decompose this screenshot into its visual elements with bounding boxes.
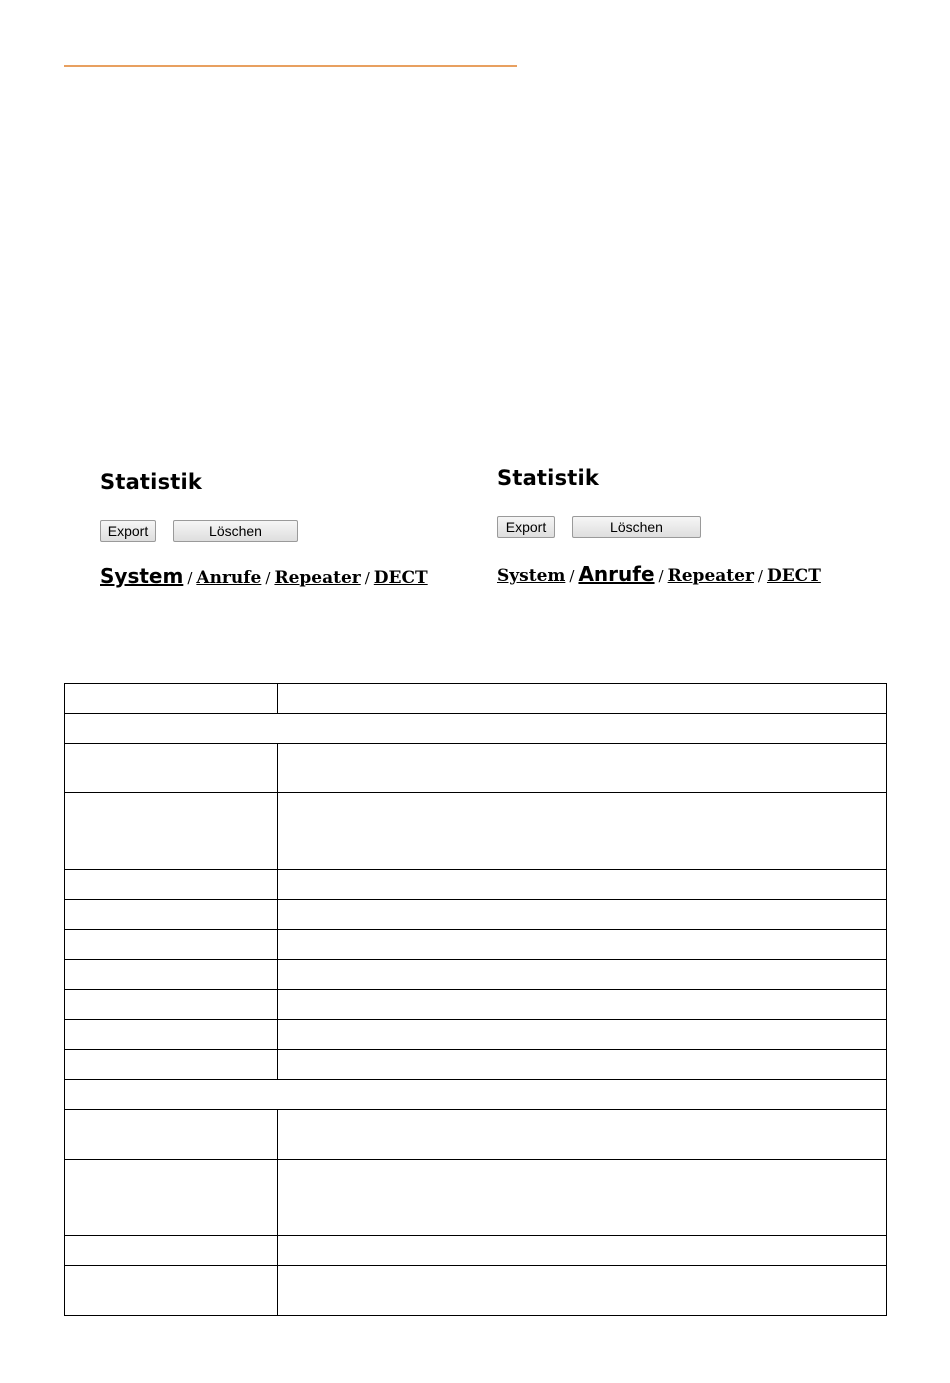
tab-system[interactable]: System	[100, 564, 184, 588]
nav-separator: /	[187, 569, 193, 587]
table-section-row	[65, 1080, 887, 1110]
table-row	[65, 744, 887, 793]
table-row	[65, 793, 887, 870]
table-row	[65, 1160, 887, 1236]
button-row	[497, 516, 877, 538]
table-header-row	[65, 684, 887, 714]
header-rule	[64, 65, 517, 67]
clear-button[interactable]: Löschen	[572, 516, 701, 538]
statistics-panel-anrufe	[497, 466, 877, 586]
statistics-table	[64, 683, 887, 1316]
button-row	[100, 520, 460, 542]
tab-dect[interactable]: DECT	[766, 566, 821, 586]
tab-system[interactable]: System	[497, 566, 566, 586]
export-button[interactable]: Export	[497, 516, 555, 538]
tab-repeater[interactable]: Repeater	[274, 568, 361, 588]
clear-button[interactable]: Löschen	[173, 520, 298, 542]
tab-repeater[interactable]: Repeater	[667, 566, 754, 586]
tab-anrufe[interactable]: Anrufe	[578, 562, 655, 586]
tab-anrufe[interactable]: Anrufe	[196, 568, 262, 588]
nav-separator: /	[569, 567, 575, 585]
table-row	[65, 990, 887, 1020]
tab-dect[interactable]: DECT	[373, 568, 428, 588]
panel-title: Statistik	[100, 470, 203, 494]
table-row	[65, 870, 887, 900]
nav-separator: /	[265, 569, 271, 587]
table-row	[65, 1110, 887, 1160]
stats-nav	[100, 564, 460, 588]
table-row	[65, 900, 887, 930]
stats-nav	[497, 562, 877, 586]
table-section-row	[65, 714, 887, 744]
table-row	[65, 960, 887, 990]
nav-separator: /	[658, 567, 664, 585]
table-row	[65, 1050, 887, 1080]
nav-separator: /	[757, 567, 763, 585]
panel-title: Statistik	[497, 466, 600, 490]
export-button[interactable]: Export	[100, 520, 156, 542]
nav-separator: /	[364, 569, 370, 587]
statistics-panel-system	[100, 470, 460, 588]
table-row	[65, 930, 887, 960]
table-row	[65, 1236, 887, 1266]
table-row	[65, 1020, 887, 1050]
table-row	[65, 1266, 887, 1316]
